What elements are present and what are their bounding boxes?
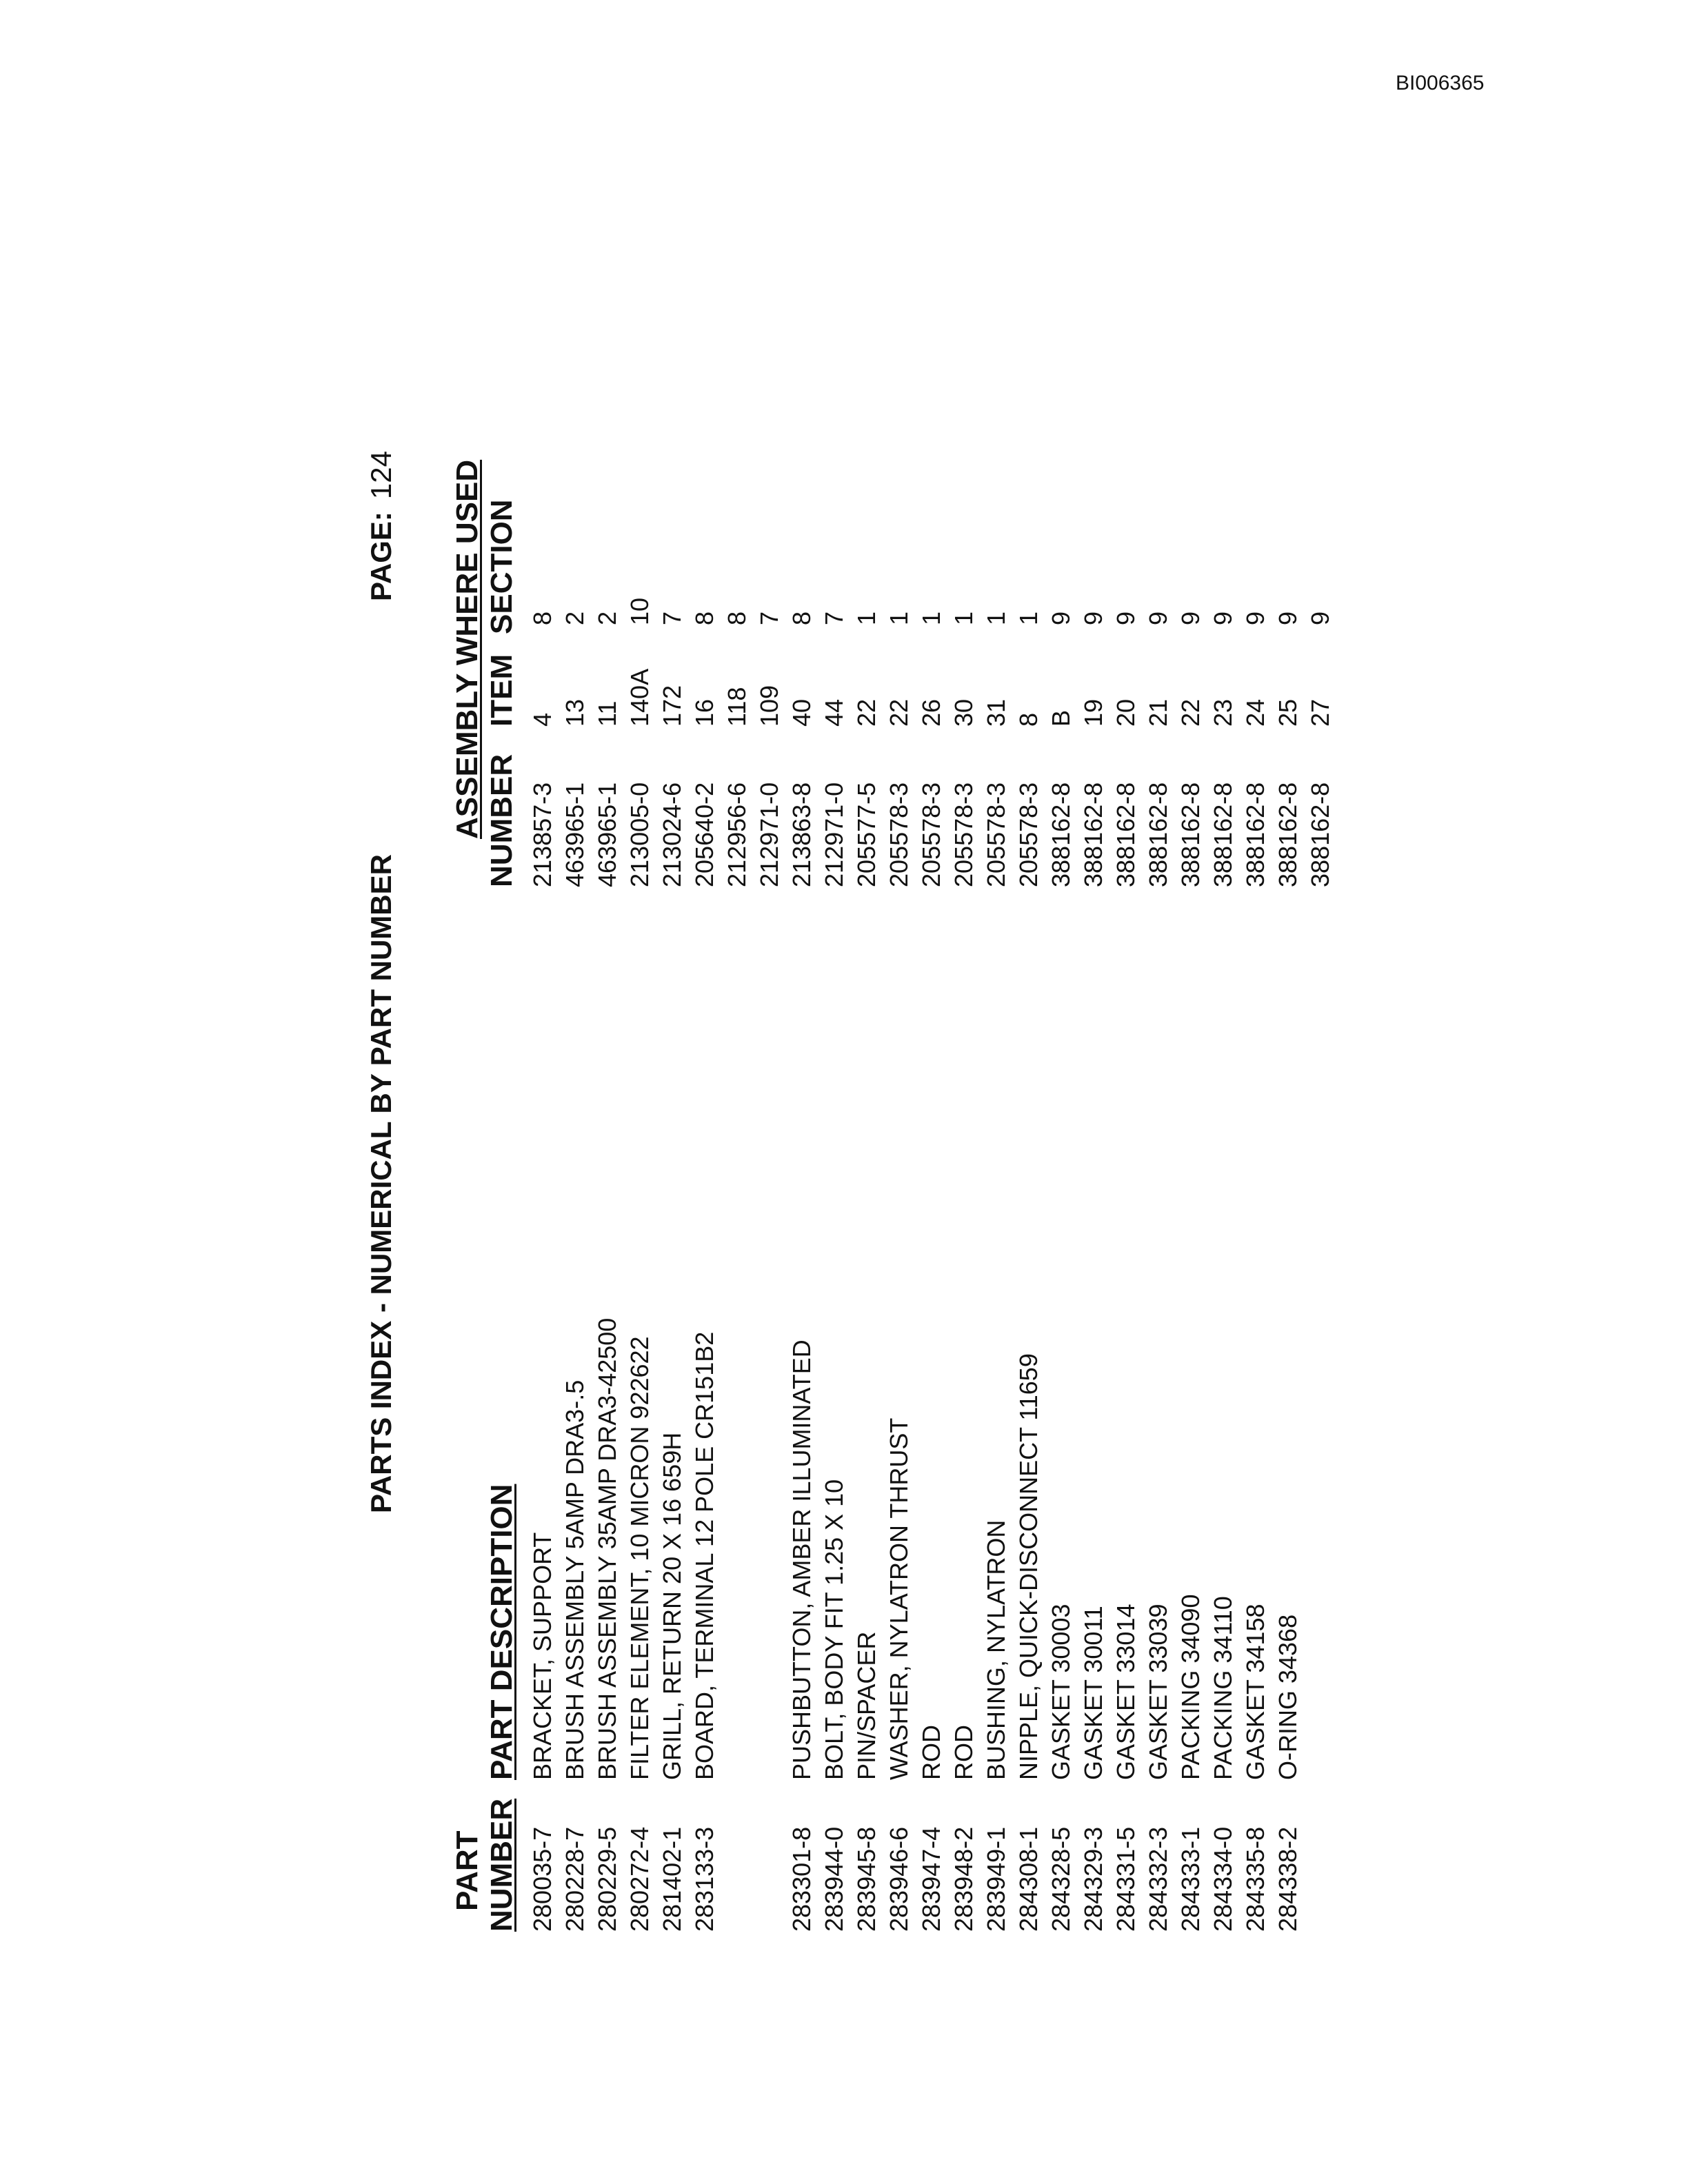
item-cell: B xyxy=(1047,709,1075,727)
page-number: 124 xyxy=(365,451,397,500)
section-cell: 9 xyxy=(1209,611,1237,625)
part-description-cell: PACKING 34090 xyxy=(1176,1594,1205,1780)
table-row xyxy=(1239,436,1272,1932)
assembly-number-header: NUMBER xyxy=(485,754,519,887)
assembly-where-used-header: ASSEMBLY WHERE USED xyxy=(450,459,484,839)
table-row xyxy=(591,436,623,1932)
part-description-cell: FILTER ELEMENT, 10 MICRON 922622 xyxy=(625,1336,654,1780)
table-row xyxy=(1304,436,1336,1932)
assembly-number-cell: 205578-3 xyxy=(1014,782,1043,887)
part-number-cell: 283948-2 xyxy=(950,1826,978,1932)
part-number-cell: 280035-7 xyxy=(528,1826,556,1932)
section-cell: 9 xyxy=(1047,611,1075,625)
part-description-cell: GASKET 33014 xyxy=(1112,1604,1140,1780)
section-cell: 9 xyxy=(1176,611,1205,625)
table-row xyxy=(947,436,980,1932)
table-row xyxy=(850,436,883,1932)
section-cell: 1 xyxy=(885,611,913,625)
part-number-cell: 284308-1 xyxy=(1014,1826,1043,1932)
part-description-cell: GRILL, RETURN 20 X 16 659H xyxy=(658,1432,686,1780)
table-row xyxy=(526,436,559,1932)
table-row xyxy=(559,436,591,1932)
part-description-cell: PIN/SPACER xyxy=(852,1631,881,1780)
section-header: SECTION xyxy=(485,499,519,634)
rotated-page-content xyxy=(362,436,1334,1932)
item-cell: 26 xyxy=(917,698,945,727)
assembly-number-cell: 205578-3 xyxy=(982,782,1010,887)
item-cell: 21 xyxy=(1144,698,1172,727)
table-row xyxy=(1045,436,1077,1932)
section-cell: 8 xyxy=(723,611,751,625)
item-cell: 4 xyxy=(528,712,556,727)
item-cell: 27 xyxy=(1306,698,1334,727)
assembly-number-cell: 388162-8 xyxy=(1176,782,1205,887)
table-row xyxy=(753,436,785,1932)
part-number-cell: 284328-5 xyxy=(1047,1826,1075,1932)
part-number-cell: 284335-8 xyxy=(1241,1826,1269,1932)
assembly-number-cell: 388162-8 xyxy=(1112,782,1140,887)
section-cell: 1 xyxy=(1014,611,1043,625)
part-number-cell: 281402-1 xyxy=(658,1826,686,1932)
section-cell: 7 xyxy=(755,611,783,625)
part-description-cell: BRUSH ASSEMBLY 35AMP DRA3-42500 xyxy=(593,1317,621,1780)
part-description-cell: BRUSH ASSEMBLY 5AMP DRA3-.5 xyxy=(561,1379,589,1780)
item-cell: 172 xyxy=(658,685,686,727)
item-cell: 19 xyxy=(1079,698,1107,727)
assembly-number-cell: 205578-3 xyxy=(917,782,945,887)
part-number-cell: 284329-3 xyxy=(1079,1826,1107,1932)
assembly-number-cell: 205578-3 xyxy=(950,782,978,887)
part-number-cell: 283944-0 xyxy=(820,1826,848,1932)
section-cell: 9 xyxy=(1306,611,1334,625)
section-cell: 9 xyxy=(1241,611,1269,625)
part-description-cell: GASKET 33039 xyxy=(1144,1604,1172,1780)
item-cell: 30 xyxy=(950,698,978,727)
part-number-cell: 284338-2 xyxy=(1274,1826,1302,1932)
item-cell: 22 xyxy=(852,698,881,727)
part-number-cell: 284333-1 xyxy=(1176,1826,1205,1932)
item-cell: 11 xyxy=(593,700,621,727)
assembly-number-cell: 463965-1 xyxy=(593,782,621,887)
part-description-cell: BRACKET, SUPPORT xyxy=(528,1532,556,1780)
page-label-text: PAGE: xyxy=(365,512,397,601)
part-description-cell: BOLT, BODY FIT 1.25 X 10 xyxy=(820,1479,848,1780)
part-number-cell: 284334-0 xyxy=(1209,1826,1237,1932)
section-cell: 8 xyxy=(787,611,816,625)
table-row xyxy=(818,436,850,1932)
assembly-number-cell: 388162-8 xyxy=(1079,782,1107,887)
assembly-number-cell: 205578-3 xyxy=(885,782,913,887)
table-row xyxy=(1012,436,1045,1932)
item-cell: 22 xyxy=(885,698,913,727)
part-header-top: PART xyxy=(450,1830,484,1911)
page-title: PARTS INDEX - NUMERICAL BY PART NUMBER xyxy=(365,854,397,1513)
item-cell: 8 xyxy=(1014,712,1043,727)
item-cell: 23 xyxy=(1209,698,1237,727)
part-description-cell: WASHER, NYLATRON THRUST xyxy=(885,1417,913,1780)
table-row xyxy=(1272,436,1304,1932)
item-cell: 20 xyxy=(1112,698,1140,727)
assembly-number-cell: 388162-8 xyxy=(1047,782,1075,887)
assembly-number-cell: 388162-8 xyxy=(1209,782,1237,887)
part-description-cell: O-RING 34368 xyxy=(1274,1614,1302,1780)
part-number-cell: 283301-8 xyxy=(787,1826,816,1932)
assembly-number-cell: 205640-2 xyxy=(690,782,719,887)
part-description-cell: PACKING 34110 xyxy=(1209,1596,1237,1780)
assembly-number-cell: 213857-3 xyxy=(528,782,556,887)
part-description-cell: BUSHING, NYLATRON xyxy=(982,1519,1010,1780)
section-cell: 2 xyxy=(561,611,589,625)
section-cell: 9 xyxy=(1144,611,1172,625)
item-cell: 40 xyxy=(787,698,816,727)
assembly-number-cell: 213024-6 xyxy=(658,782,686,887)
item-cell: 13 xyxy=(561,698,589,727)
part-description-cell: GASKET 30003 xyxy=(1047,1604,1075,1780)
item-cell: 24 xyxy=(1241,698,1269,727)
item-cell: 22 xyxy=(1176,698,1205,727)
part-number-cell: 283947-4 xyxy=(917,1826,945,1932)
part-number-cell: 284331-5 xyxy=(1112,1826,1140,1932)
part-description-cell: BOARD, TERMINAL 12 POLE CR151B2 xyxy=(690,1331,719,1780)
part-number-cell: 280229-5 xyxy=(593,1826,621,1932)
item-cell: 140A xyxy=(625,668,654,727)
item-cell: 25 xyxy=(1274,698,1302,727)
section-cell: 1 xyxy=(852,611,881,625)
section-cell: 1 xyxy=(982,611,1010,625)
item-header: ITEM xyxy=(485,654,519,727)
parts-table xyxy=(526,436,1336,1932)
part-description-header: PART DESCRIPTION xyxy=(485,1484,519,1780)
part-description-cell: GASKET 30011 xyxy=(1079,1606,1107,1780)
part-description-cell: ROD xyxy=(950,1725,978,1780)
assembly-number-cell: 388162-8 xyxy=(1306,782,1334,887)
table-row xyxy=(1174,436,1207,1932)
table-row xyxy=(785,436,818,1932)
part-number-cell: 280272-4 xyxy=(625,1826,654,1932)
assembly-number-cell: 388162-8 xyxy=(1241,782,1269,887)
document-id: BI006365 xyxy=(1396,72,1485,94)
page-number-label xyxy=(362,451,401,601)
assembly-number-cell: 388162-8 xyxy=(1274,782,1302,887)
section-cell: 7 xyxy=(820,611,848,625)
item-cell: 44 xyxy=(820,698,848,727)
part-description-cell: GASKET 34158 xyxy=(1241,1604,1269,1780)
section-cell: 9 xyxy=(1274,611,1302,625)
table-row xyxy=(1142,436,1174,1932)
table-row xyxy=(980,436,1012,1932)
assembly-number-cell: 205577-5 xyxy=(852,782,881,887)
part-number-cell: 283946-6 xyxy=(885,1826,913,1932)
part-description-cell: PUSHBUTTON, AMBER ILLUMINATED xyxy=(787,1339,816,1780)
table-row xyxy=(1077,436,1109,1932)
section-cell: 10 xyxy=(625,597,654,625)
assembly-number-cell: 213863-8 xyxy=(787,782,816,887)
assembly-number-cell: 212971-0 xyxy=(755,782,783,887)
part-number-cell: 283133-3 xyxy=(690,1826,719,1932)
section-cell: 8 xyxy=(690,611,719,625)
section-cell: 9 xyxy=(1112,611,1140,625)
part-number-header: NUMBER xyxy=(485,1798,519,1932)
part-description-cell: NIPPLE, QUICK-DISCONNECT 11659 xyxy=(1014,1353,1043,1780)
part-number-cell: 283945-8 xyxy=(852,1826,881,1932)
table-row xyxy=(623,436,656,1932)
table-row xyxy=(1207,436,1239,1932)
assembly-number-cell: 463965-1 xyxy=(561,782,589,887)
section-cell: 2 xyxy=(593,611,621,625)
assembly-number-cell: 212971-0 xyxy=(820,782,848,887)
section-cell: 7 xyxy=(658,611,686,625)
section-cell: 1 xyxy=(950,611,978,625)
part-number-cell: 284332-3 xyxy=(1144,1826,1172,1932)
table-row xyxy=(883,436,915,1932)
item-cell: 31 xyxy=(982,698,1010,727)
table-row xyxy=(656,436,688,1932)
assembly-number-cell: 213005-0 xyxy=(625,782,654,887)
table-row xyxy=(721,436,753,1932)
item-cell: 16 xyxy=(690,698,719,727)
table-row xyxy=(1109,436,1142,1932)
item-cell: 118 xyxy=(723,687,751,727)
table-row xyxy=(688,436,721,1932)
part-description-cell: ROD xyxy=(917,1725,945,1780)
assembly-number-cell: 212956-6 xyxy=(723,782,751,887)
section-cell: 8 xyxy=(528,611,556,625)
part-number-cell: 280228-7 xyxy=(561,1826,589,1932)
assembly-number-cell: 388162-8 xyxy=(1144,782,1172,887)
part-number-cell: 283949-1 xyxy=(982,1826,1010,1932)
section-cell: 9 xyxy=(1079,611,1107,625)
item-cell: 109 xyxy=(755,685,783,727)
table-row xyxy=(915,436,947,1932)
section-cell: 1 xyxy=(917,611,945,625)
